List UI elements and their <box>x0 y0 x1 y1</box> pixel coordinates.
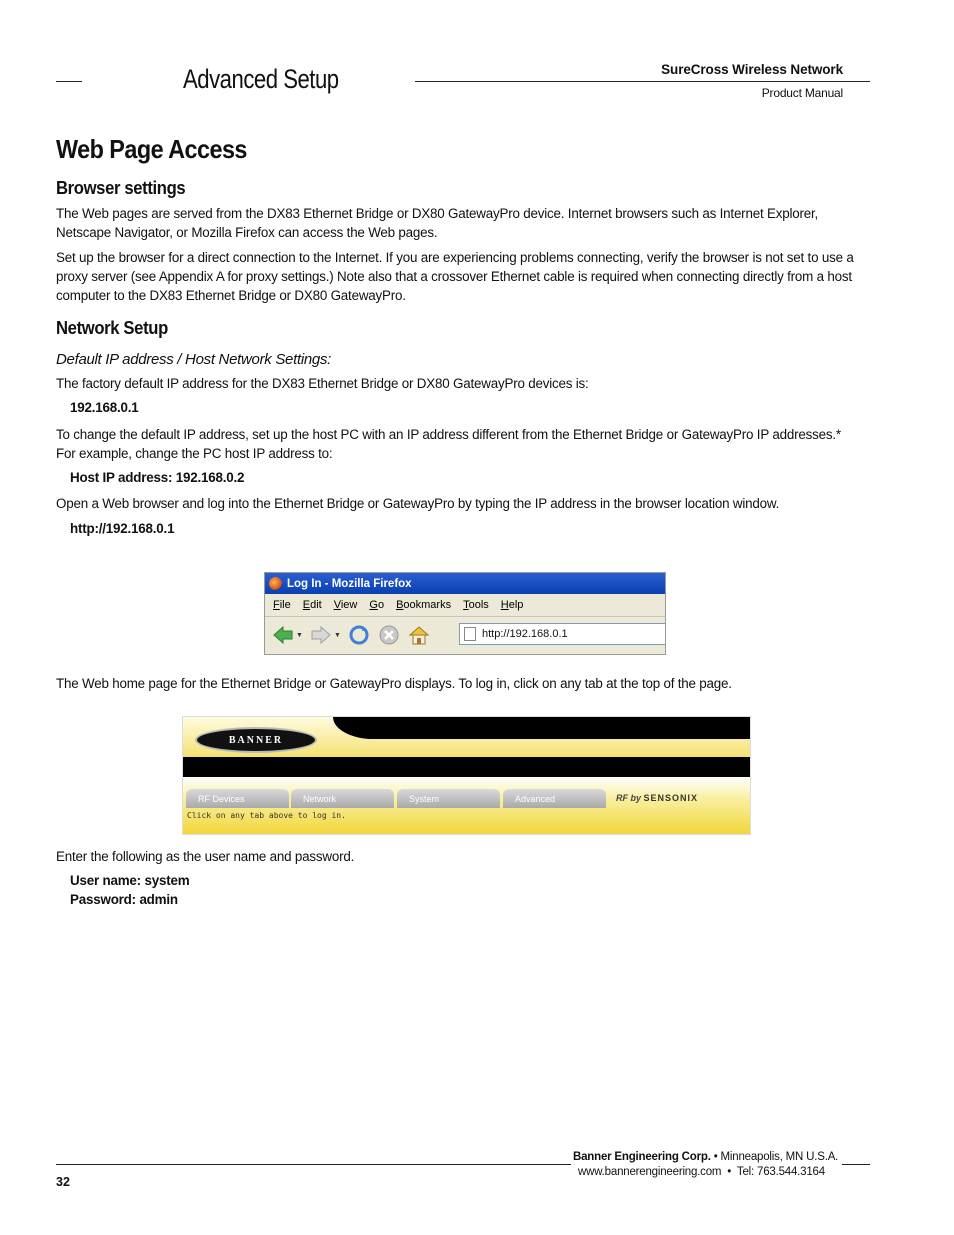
address-bar-text: http://192.168.0.1 <box>482 628 568 640</box>
open-browser-paragraph: Open a Web browser and log into the Ethernet Bridge or GatewayPro by typing the IP address in the browser location window. <box>56 496 780 511</box>
rf-by-text: RF by <box>616 793 642 803</box>
browser-settings-paragraph-1: The Web pages are served from the DX83 Ethernet Bridge or DX80 GatewayPro device. Internet browsers such as Internet Explorer, Netscape Navigator, or Mozilla Firefox can access the Web pages. <box>56 206 819 240</box>
menu-help[interactable]: Help <box>500 599 524 611</box>
menu-go[interactable]: Go <box>369 599 385 611</box>
banner-home-screenshot <box>182 716 751 835</box>
default-ip-value: 192.168.0.1 <box>70 400 139 415</box>
network-setup-heading: Network Setup <box>56 317 168 338</box>
page-title: Web Page Access <box>56 134 247 164</box>
web-home-paragraph: The Web home page for the Ethernet Bridge or GatewayPro displays. To log in, click on any tab at the top of the page. <box>56 676 732 691</box>
firefox-toolbar <box>265 617 665 653</box>
tab-system[interactable]: System <box>397 789 500 808</box>
browser-settings-heading: Browser settings <box>56 177 186 198</box>
footer-company-line <box>573 1151 838 1163</box>
forward-arrow-icon[interactable] <box>309 623 333 647</box>
default-ip-intro: The factory default IP address for the DX83 Ethernet Bridge or DX80 GatewayPro devices is: <box>56 376 589 391</box>
menu-edit[interactable]: Edit <box>302 599 322 611</box>
footer-rule-left <box>56 1164 571 1165</box>
stop-icon[interactable] <box>377 623 401 647</box>
host-ip-value: Host IP address: 192.168.0.2 <box>70 470 245 485</box>
home-icon[interactable] <box>407 623 431 647</box>
reload-icon[interactable] <box>347 623 371 647</box>
banner-black-band <box>183 757 750 777</box>
page-number: 32 <box>56 1175 70 1189</box>
firefox-screenshot <box>264 572 666 655</box>
footer-company: Banner Engineering Corp. <box>573 1151 711 1163</box>
back-arrow-icon[interactable] <box>271 623 295 647</box>
banner-logo: BANNER <box>195 727 317 753</box>
menu-file[interactable]: File <box>273 599 291 611</box>
page-icon <box>464 627 476 641</box>
login-instruction: Click on any tab above to log in. <box>187 811 346 820</box>
menu-bookmarks[interactable]: Bookmarks <box>396 599 452 611</box>
doc-type: Product Manual <box>761 86 843 100</box>
menu-tools[interactable]: Tools <box>463 599 489 611</box>
header-rule-left <box>56 81 82 82</box>
menu-view[interactable]: View <box>333 599 358 611</box>
firefox-menu-bar <box>265 594 665 617</box>
login-url: http://192.168.0.1 <box>70 521 175 536</box>
credentials-intro: Enter the following as the user name and password. <box>56 849 355 864</box>
username-value: User name: system <box>70 873 190 888</box>
address-bar[interactable] <box>459 623 666 645</box>
section-title: Advanced Setup <box>183 64 339 94</box>
back-dropdown-icon[interactable]: ▼ <box>296 631 303 639</box>
firefox-logo-icon <box>269 577 282 590</box>
header-rule-right <box>415 81 870 82</box>
change-ip-paragraph: To change the default IP address, set up the host PC with an IP address different from the Ethernet Bridge or GatewayPro IP addresses.* For example, change the PC host IP address to: <box>56 427 841 461</box>
firefox-title-bar <box>265 573 665 594</box>
tab-rf-devices[interactable]: RF Devices <box>186 789 289 808</box>
rf-by-sensonix-logo <box>616 793 698 803</box>
banner-tab-area <box>183 777 750 834</box>
sensonix-text: SENSONIX <box>643 793 699 803</box>
banner-header-swoosh <box>333 717 750 739</box>
footer-web-tel: www.bannerengineering.com • Tel: 763.544.3164 <box>578 1166 825 1178</box>
footer-location: • Minneapolis, MN U.S.A. <box>713 1151 839 1163</box>
password-value: Password: admin <box>70 892 178 907</box>
network-setup-subheading: Default IP address / Host Network Settings: <box>56 351 332 368</box>
product-name: SureCross Wireless Network <box>661 62 843 77</box>
tab-network[interactable]: Network <box>291 789 394 808</box>
footer-rule-right <box>842 1164 870 1165</box>
tab-advanced[interactable]: Advanced <box>503 789 606 808</box>
forward-dropdown-icon[interactable]: ▼ <box>333 631 341 639</box>
firefox-window-title: Log In - Mozilla Firefox <box>287 577 412 590</box>
browser-settings-paragraph-2: Set up the browser for a direct connection to the Internet. If you are experiencing problems connecting, verify the browser is not set to use a proxy server (see Appendix A for proxy settings.) Note also that a crossover Ethernet cable is required when connecting directly from a host computer to the DX83 Ethernet Bridge or DX80 GatewayPro. <box>56 250 854 303</box>
